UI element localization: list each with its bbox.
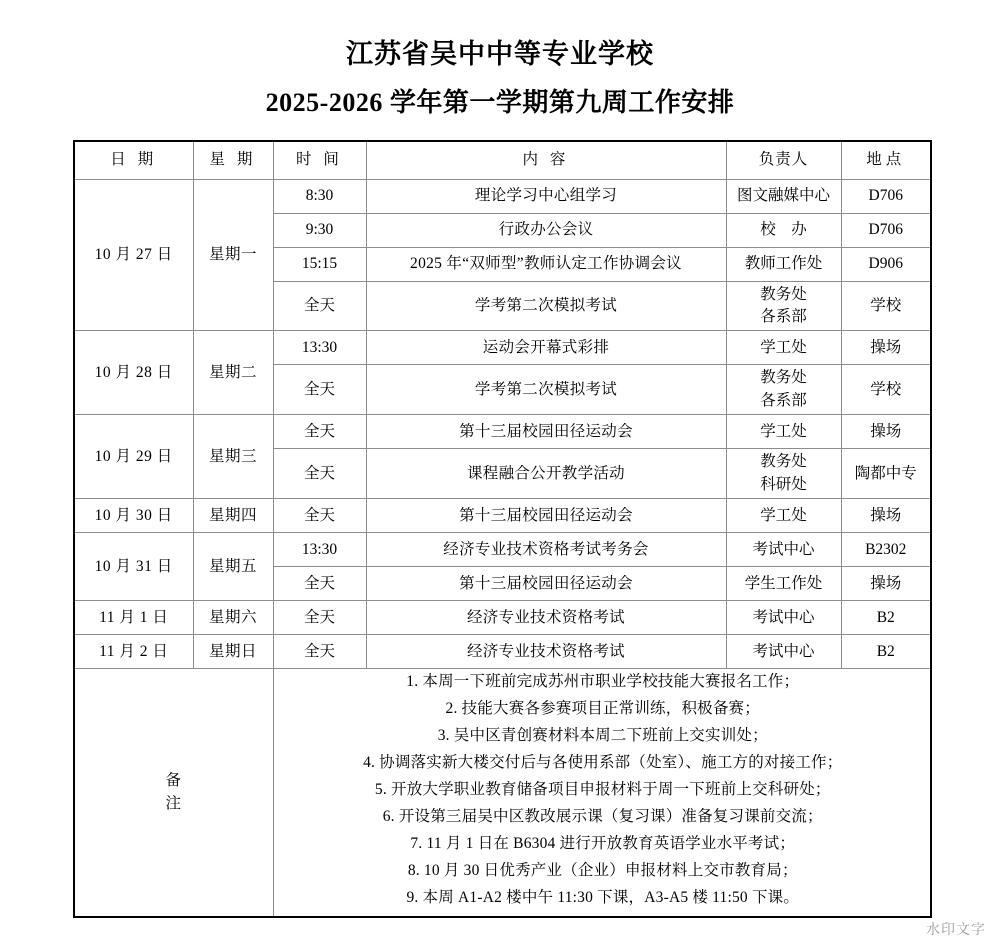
cell-place: 学校 [841,281,931,331]
schedule-table-container [73,140,930,918]
school-title: 江苏省吴中中等专业学校 [346,39,654,69]
page-title: 2025-2026 学年第一学期第九周工作安排 [265,87,735,117]
cell-owner [726,365,841,415]
cell-time: 8:30 [273,179,366,213]
weekly-schedule-table [73,140,932,918]
table-row [74,179,931,213]
cell-owner-line1: 教务处 [760,369,807,387]
cell-time: 13:30 [273,331,366,365]
list-item: 7. 11 月 1 日在 B6304 进行开放教育英语学业水平考试； [410,835,796,853]
cell-owner: 学工处 [726,331,841,365]
cell-content: 行政办公会议 [366,213,726,247]
schedule-body [74,179,931,917]
list-item: 2. 技能大赛各参赛项目正常训练，积极备赛； [445,700,760,718]
cell-place: D906 [841,247,931,281]
cell-weekday: 星期日 [193,635,273,669]
cell-time: 全天 [273,281,366,331]
table-header-row [74,141,931,179]
cell-owner [726,281,841,331]
cell-weekday: 星期四 [193,499,273,533]
cell-place: B2302 [841,533,931,567]
cell-date: 11 月 2 日 [74,635,193,669]
watermark-text: 水印文字 [926,923,986,938]
cell-place: B2 [841,601,931,635]
cell-place: 操场 [841,331,931,365]
cell-content: 学考第二次模拟考试 [366,365,726,415]
cell-time: 全天 [273,415,366,449]
cell-weekday: 星期五 [193,533,273,601]
cell-place: 陶都中专 [841,449,931,499]
cell-content: 第十三届校园田径运动会 [366,415,726,449]
column-header-place: 地点 [841,141,931,179]
cell-time: 全天 [273,601,366,635]
cell-place: 操场 [841,415,931,449]
cell-owner-line2: 各系部 [760,391,807,409]
table-row [74,499,931,533]
list-item: 4. 协调落实新大楼交付后与各使用系部（处室）、施工方的对接工作； [363,754,843,772]
cell-weekday: 星期六 [193,601,273,635]
cell-weekday: 星期三 [193,415,273,499]
table-row [74,533,931,567]
notes-body [273,669,931,917]
document-header [0,0,1000,120]
list-item: 9. 本周 A1-A2 楼中午 11:30 下课，A3-A5 楼 11:50 下课。 [406,889,800,907]
cell-owner: 考试中心 [726,635,841,669]
cell-weekday: 星期一 [193,179,273,331]
cell-time: 13:30 [273,533,366,567]
table-row [74,331,931,365]
table-row [74,635,931,669]
cell-date: 10 月 28 日 [74,331,193,415]
notes-row [74,669,931,917]
cell-time: 全天 [273,635,366,669]
list-item: 3. 吴中区青创赛材料本周二下班前上交实训处； [437,727,768,745]
notes-label-line1: 备 [165,772,182,790]
cell-date: 11 月 1 日 [74,601,193,635]
column-header-weekday: 星 期 [193,141,273,179]
cell-owner: 学生工作处 [726,567,841,601]
cell-time: 全天 [273,365,366,415]
column-header-time: 时 间 [273,141,366,179]
cell-content: 课程融合公开教学活动 [366,449,726,499]
cell-place: D706 [841,179,931,213]
column-header-owner: 负责人 [726,141,841,179]
cell-owner-line2: 各系部 [760,307,807,325]
cell-owner: 学工处 [726,415,841,449]
cell-content: 2025 年“双师型”教师认定工作协调会议 [366,247,726,281]
cell-content: 经济专业技术资格考试考务会 [366,533,726,567]
cell-owner: 图文融媒中心 [726,179,841,213]
table-row [74,415,931,449]
cell-owner: 校 办 [726,213,841,247]
cell-place: 学校 [841,365,931,415]
cell-place: 操场 [841,567,931,601]
cell-owner-line2: 科研处 [760,475,807,493]
list-item: 1. 本周一下班前完成苏州市职业学校技能大赛报名工作； [406,673,800,691]
cell-time: 9:30 [273,213,366,247]
cell-owner-line1: 教务处 [760,453,807,471]
cell-weekday: 星期二 [193,331,273,415]
cell-content: 经济专业技术资格考试 [366,601,726,635]
cell-content: 运动会开幕式彩排 [366,331,726,365]
cell-time: 全天 [273,449,366,499]
notes-list [277,671,928,909]
cell-place: 操场 [841,499,931,533]
cell-content: 学考第二次模拟考试 [366,281,726,331]
notes-label-line2: 注 [165,794,182,812]
cell-place: B2 [841,635,931,669]
column-header-date: 日 期 [74,141,193,179]
cell-time: 全天 [273,499,366,533]
cell-content: 第十三届校园田径运动会 [366,567,726,601]
cell-date: 10 月 27 日 [74,179,193,331]
list-item: 5. 开放大学职业教育储备项目申报材料于周一下班前上交科研处； [374,781,831,799]
notes-label [74,669,273,917]
cell-content: 第十三届校园田径运动会 [366,499,726,533]
cell-place: D706 [841,213,931,247]
column-header-content: 内 容 [366,141,726,179]
cell-owner: 教师工作处 [726,247,841,281]
list-item: 8. 10 月 30 日优秀产业（企业）申报材料上交市教育局； [407,862,798,880]
cell-date: 10 月 31 日 [74,533,193,601]
list-item: 6. 开设第三届吴中区教改展示课（复习课）准备复习课前交流； [382,808,823,826]
cell-time: 15:15 [273,247,366,281]
cell-owner: 考试中心 [726,601,841,635]
cell-date: 10 月 29 日 [74,415,193,499]
table-row [74,601,931,635]
cell-owner: 学工处 [726,499,841,533]
cell-date: 10 月 30 日 [74,499,193,533]
cell-time: 全天 [273,567,366,601]
cell-content: 经济专业技术资格考试 [366,635,726,669]
cell-content: 理论学习中心组学习 [366,179,726,213]
cell-owner-line1: 教务处 [760,285,807,303]
cell-owner: 考试中心 [726,533,841,567]
cell-owner [726,449,841,499]
